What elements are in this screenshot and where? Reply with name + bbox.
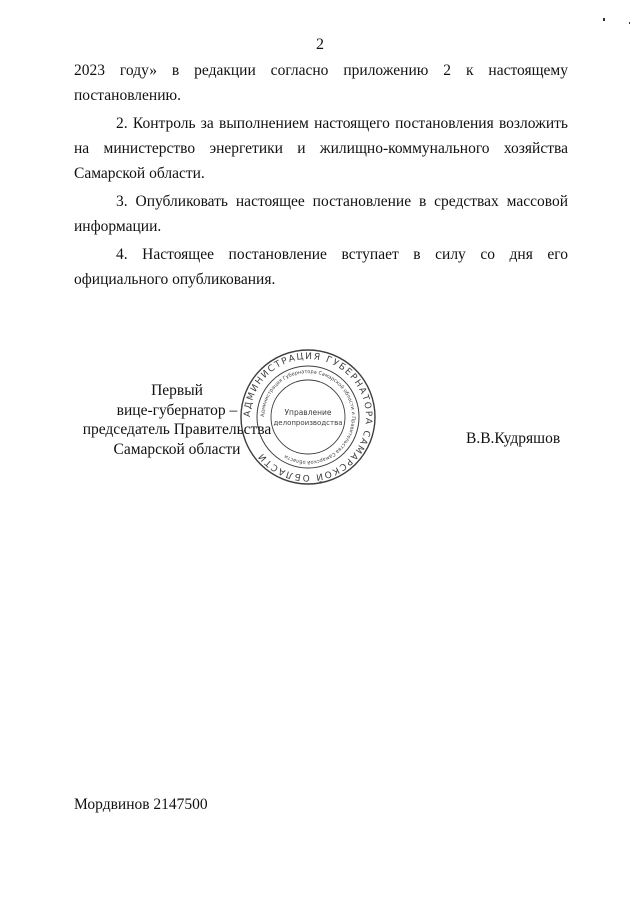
round-seal-icon — [238, 347, 378, 487]
stamp-outer-text: АДМИНИСТРАЦИЯ ГУБЕРНАТОРА САМАРСКОЙ ОБЛАСТИ — [242, 351, 374, 483]
paragraph-continuation: 2023 году» в редакции согласно приложению 2 к настоящему постановлению. — [74, 62, 568, 104]
document-body — [74, 58, 568, 295]
page-number: 2 — [316, 36, 324, 53]
signatory-title-line: вице-губернатор – — [116, 401, 238, 419]
paragraph-publish: 3. Опубликовать настоящее постановление в средствах массовой информации. — [74, 193, 568, 235]
signatory-title-line: Самарской области — [113, 440, 241, 458]
paragraph-effective: 4. Настоящее постановление вступает в силу со дня его официального опубликования. — [74, 246, 568, 288]
signatory-title-line: Первый — [151, 382, 203, 399]
scan-speck — [603, 18, 605, 21]
stamp-inner-text: Администрация Губернатора Самарской области и Правительства Самарской области — [259, 368, 357, 466]
scan-speck — [629, 22, 630, 24]
svg-text:Администрация Губернатора Сама — [260, 369, 356, 466]
paragraph-control: 2. Контроль за выполнением настоящего постановления возложить на министерство энергетики и жилищно-коммунального хозяйства Самарской области. — [74, 115, 568, 182]
executor-contact: Мордвинов 2147500 — [74, 796, 208, 813]
signatory-title-line: председатель Правительства — [82, 421, 272, 438]
signatory-name: В.В.Кудряшов — [466, 430, 561, 447]
stamp-center-line: Управление — [284, 408, 332, 417]
stamp-center-line: делопроизводства — [273, 419, 343, 427]
